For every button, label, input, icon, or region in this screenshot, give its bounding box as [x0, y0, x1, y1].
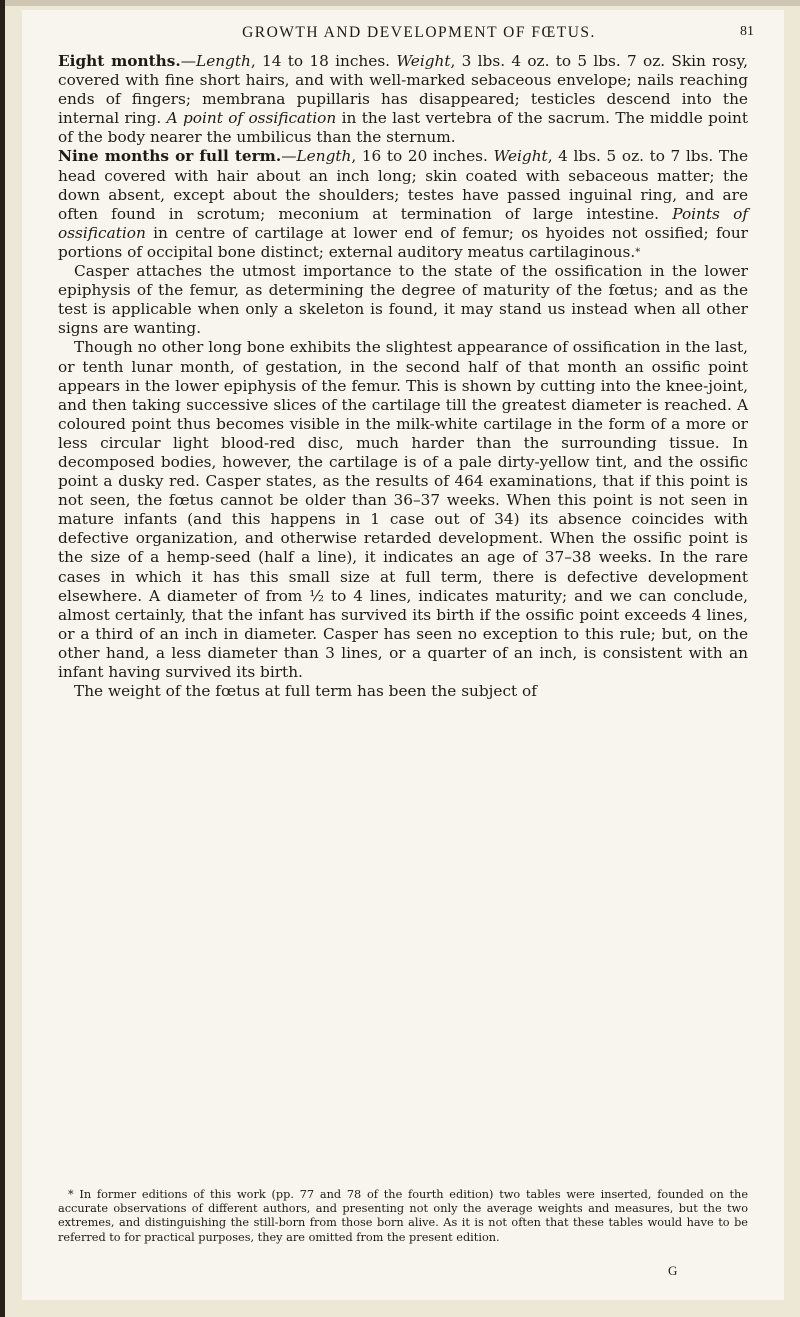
- label-weight: Weight: [493, 147, 548, 166]
- paragraph-ossific-point: Though no other long bone exhibits the slightest appearance of ossification in the last, or tenth lunar month, of gestation, in the second half of that month an ossific point appears in the lower epiphysis of the femur. This is shown by cutting into the knee-joint, and then taking successive slices of the cartilage till the greatest diameter is reached. A coloured point thus becomes visible in the milk-white cartilage in the form of a more or less circular light blood-red disc, much harder than the surrounding tissue. In decomposed bodies, however, the cartilage is of a pale dirty-yellow tint, and the ossific point a dusky red. Casper states, as the results of 464 examinations, that if this point is not seen, the fœtus cannot be older than 36–37 weeks. When this point is not seen in mature infants (and this happens in 1 case out of 34) its absence coincides with defective organization, and otherwise retarded development. When the ossific point is the size of a hemp-seed (half a line), it indicates an age of 37–38 weeks. In the rare cases in which it has this small size at full term, there is defective development elsewhere. A diameter of from ½ to 4 lines, indicates maturity; and we can conclude, almost certainly, that the infant has survived its birth if the ossific point exceeds 4 lines, or a third of an inch in diameter. Casper has seen no exception to this rule; but, on the other hand, a less diameter than 3 lines, or a quarter of an inch, is consistent with an infant having survived its birth.: [58, 338, 748, 681]
- book-page: [22, 10, 784, 1300]
- em-dash: —: [180, 52, 197, 70]
- text-description: , 3 lbs. 4 oz. to 5 lbs. 7 oz. Skin rosy, covered with fine short hairs, and with well-marked sebaceous envelope; nails reaching ends of fingers; membrana pupillaris has disappeared; testicles descend into the internal ring.: [58, 52, 749, 128]
- scan-left-edge: [0, 0, 5, 1317]
- page-number: 81: [740, 24, 754, 39]
- paragraph-eight-months: [58, 52, 748, 147]
- label-weight: Weight: [396, 52, 451, 70]
- signature-mark: G: [668, 1263, 678, 1278]
- running-head: GROWTH AND DEVELOPMENT OF FŒTUS.: [242, 24, 596, 41]
- text-ossification: in the last vertebra of the sacrum. The middle point of the body nearer the umbilicus than the sternum.: [58, 109, 748, 147]
- label-length: Length: [296, 147, 352, 166]
- label-length: Length: [196, 52, 251, 70]
- label-ossification: Points of ossification: [58, 204, 748, 242]
- body-text: [58, 52, 748, 701]
- section-heading-eight-months: Eight months.: [58, 52, 181, 70]
- page-header: [84, 24, 754, 48]
- text-length-value: , 14 to 18 inches.: [250, 52, 397, 70]
- scan-top-edge: [0, 0, 800, 6]
- paragraph-nine-months: [58, 147, 748, 262]
- label-ossification: A point of ossification: [166, 109, 337, 128]
- paragraph-casper: Casper attaches the utmost importance to the state of the ossification in the lower epiphysis of the femur, as determining the degree of maturity of the fœtus; and as the test is applicable when only a skeleton is found, it may stand us instead when all other signs are wanting.: [58, 262, 748, 338]
- text-length-value: , 16 to 20 inches.: [351, 147, 494, 166]
- section-heading-nine-months: Nine months or full term.: [58, 147, 282, 166]
- em-dash: —: [281, 147, 297, 166]
- footnote: * In former editions of this work (pp. 77 and 78 of the fourth edition) two tables were inserted, founded on the accurate observations of different authors, and presenting not only the average weights and measures, but the two extremes, and distinguishing the still-born from those born alive. As it is not often that these tables would have to be referred to for practical purposes, they are omitted from the present edition.: [58, 1188, 748, 1244]
- footnote-reference: *: [635, 246, 641, 258]
- paragraph-weight: The weight of the fœtus at full term has been the subject of: [74, 682, 537, 701]
- text-description: , 4 lbs. 5 oz. to 7 lbs. The head covered with hair about an inch long; skin coated with sebaceous matter; the down absent, except about the shoulders; testes have passed inguinal ring, and are often found in scrotum; meconium at termination of large intestine.: [58, 147, 749, 223]
- text-ossification: in centre of cartilage at lower end of femur; os hyoides not ossified; four portions of occipital bone distinct; external auditory meatus cartilaginous.: [58, 223, 748, 261]
